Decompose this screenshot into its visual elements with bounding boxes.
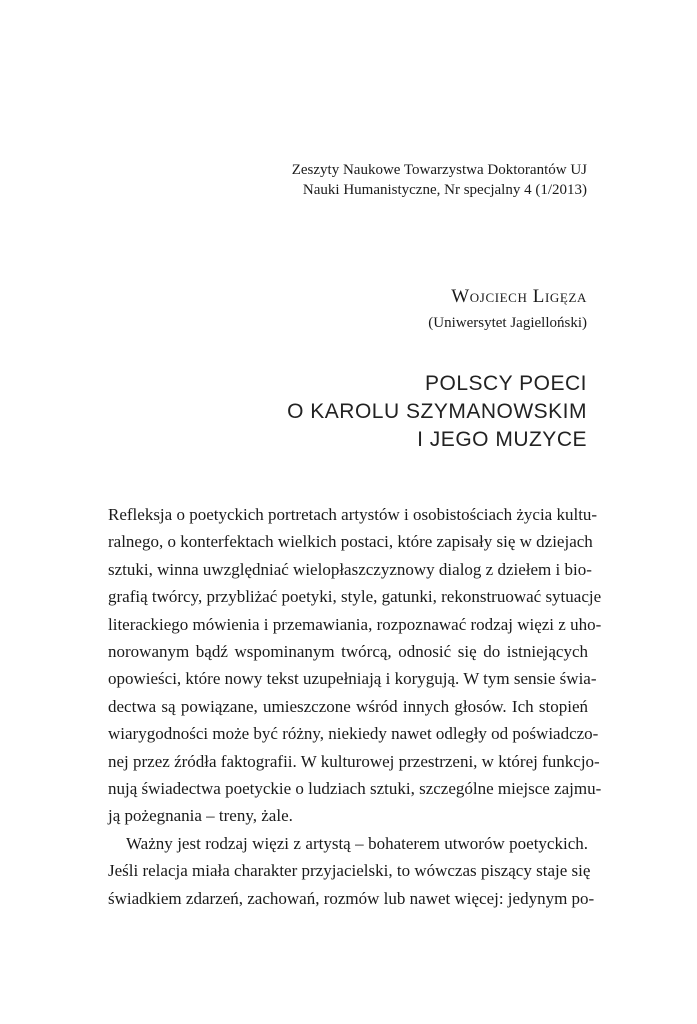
journal-name: Zeszyty Naukowe Towarzystwa Doktorantów UJ [291,162,587,178]
text-line: nej przez źródła faktografii. W kulturowej przestrzeni, w której funkcjo- [108,751,600,771]
author-affiliation: (Uniwersytet Jagielloński) [428,315,587,331]
text-line: Ważny jest rodzaj więzi z artystą – bohaterem utworów poetyckich. [126,833,588,853]
paragraph-1 [108,501,602,830]
text-line: Jeśli relacja miała charakter przyjacielski, to wówczas piszący staje się [108,861,591,881]
journal-header [292,160,587,200]
text-line: ją pożegnania – treny, żale. [108,806,293,826]
text-line: ralnego, o konterfektach wielkich postaci, które zapisały się w dziejach [108,532,593,552]
text-line: wiarygodności może być różny, niekiedy nawet odległy od poświadczo- [108,724,599,744]
text-line: świadkiem zdarzeń, zachowań, rozmów lub nawet więcej: jedynym po- [108,888,595,908]
title-line-3: I JEGO MUZYCE [417,428,587,451]
author-block [428,284,587,334]
text-line: Refleksja o poetyckich portretach artystów i osobistościach życia kultu- [108,505,598,524]
article-body [108,501,602,912]
journal-issue: Nauki Humanistyczne, Nr specjalny 4 (1/2013) [302,182,587,198]
author-name: Wojciech Ligęza [451,286,587,307]
text-line: grafią twórcy, przybliżać poetyki, style, gatunki, rekonstruować sytuacje [108,587,602,607]
text-line: literackiego mówienia i przemawiania, rozpoznawać rodzaj więzi z uho- [108,614,602,634]
text-line: dectwa są powiązane, umieszczone wśród innych głosów. Ich stopień [108,696,588,716]
text-line: norowanym bądź wspominanym twórcą, odnosić się do istniejących [108,642,588,662]
title-line-2: O KAROLU SZYMANOWSKIM [287,400,587,423]
text-line: sztuki, winna uwzględniać wielopłaszczyznowy dialog z dziełem i bio- [108,559,592,579]
title-line-1: POLSCY POECI [424,372,587,395]
paragraph-2 [108,830,595,912]
text-line: opowieści, które nowy tekst uzupełniają i korygują. W tym sensie świa- [108,669,597,689]
text-line: nują świadectwa poetyckie o ludziach sztuki, szczególne miejsce zajmu- [108,779,602,799]
article-title [287,370,587,454]
